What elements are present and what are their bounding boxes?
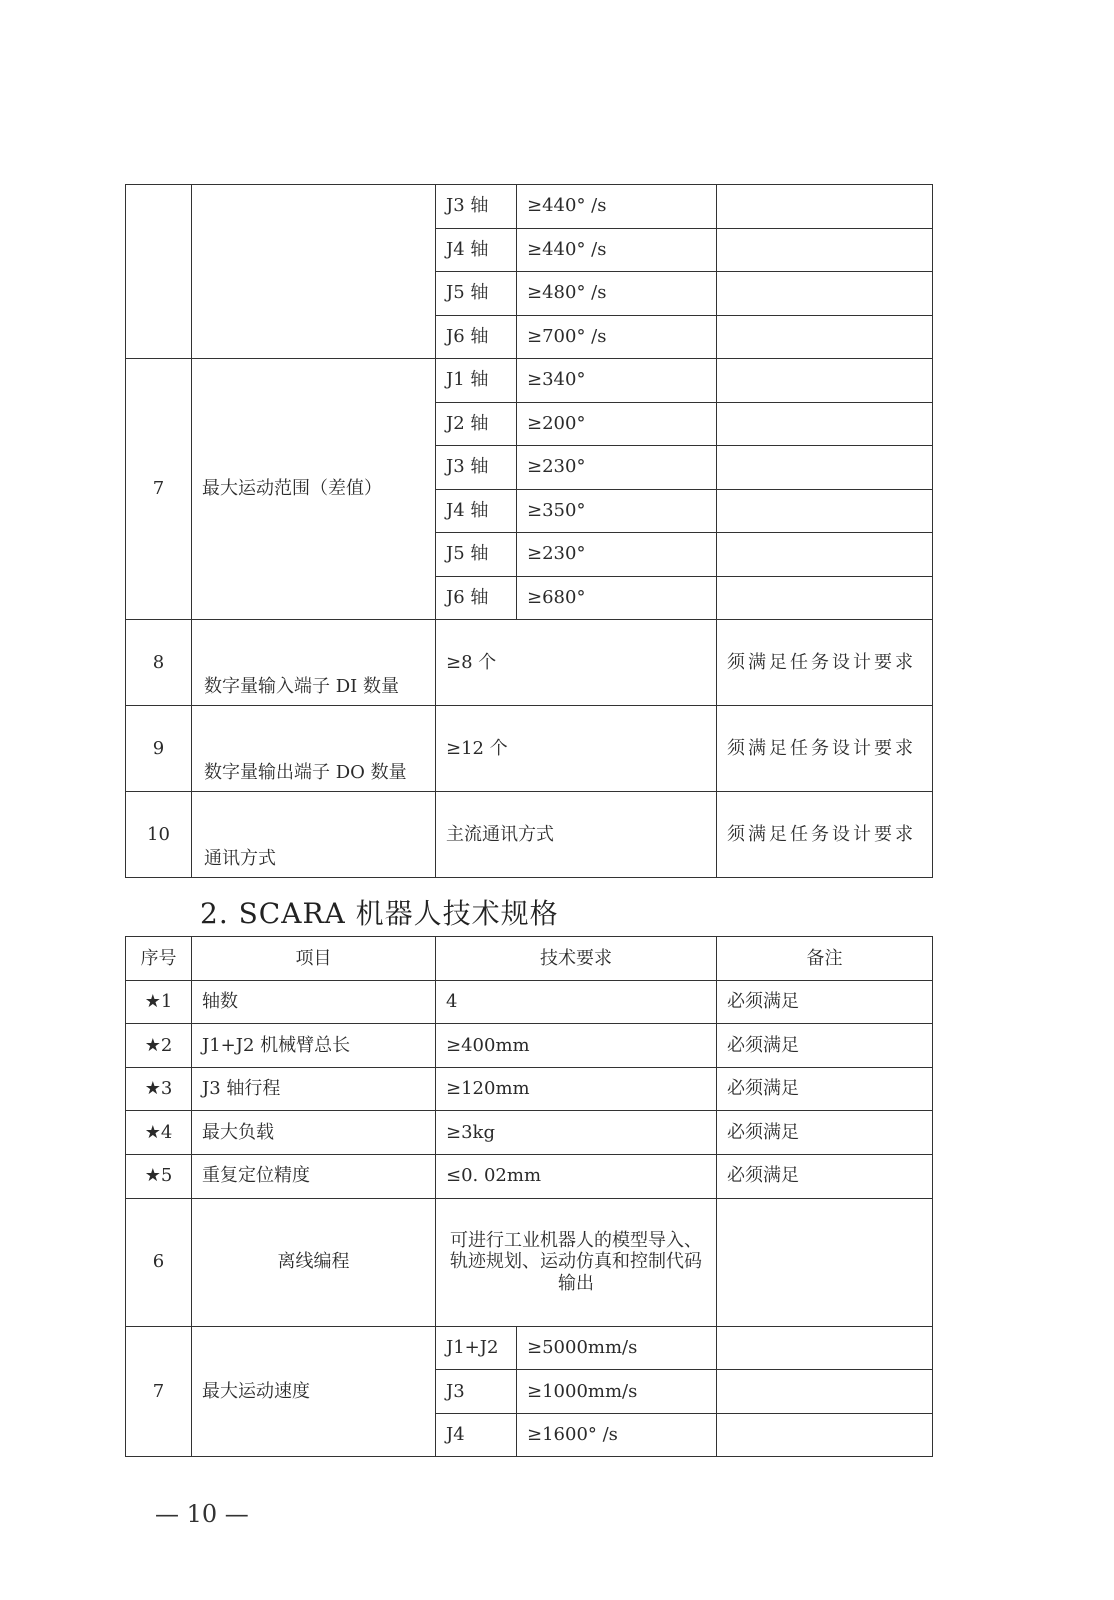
req-cell: ≥3kg: [436, 1111, 717, 1155]
req-cell: ≤0. 02mm: [436, 1154, 717, 1198]
header-req: 技术要求: [436, 937, 717, 981]
item-cell: J3 轴行程: [192, 1067, 436, 1111]
num-cell: ★1: [126, 980, 192, 1024]
remark-cell: 须满足任务设计要求: [717, 706, 933, 792]
num-cell: ★5: [126, 1154, 192, 1198]
table-row: [126, 1198, 933, 1326]
spec-table-continued: [125, 184, 933, 878]
value-cell: ≥480° /s: [517, 272, 717, 316]
item-cell: 最大运动速度: [192, 1326, 436, 1457]
num-cell: ★2: [126, 1024, 192, 1068]
remark-cell: [717, 533, 933, 577]
num-cell: ★4: [126, 1111, 192, 1155]
remark-cell: [717, 1326, 933, 1370]
remark-cell: [717, 576, 933, 620]
table-row: [126, 1067, 933, 1111]
req-cell: 可进行工业机器人的模型导入、轨迹规划、运动仿真和控制代码输出: [436, 1198, 717, 1326]
axis-cell: J1 轴: [436, 359, 517, 403]
num-cell: 6: [126, 1198, 192, 1326]
axis-cell: J3 轴: [436, 446, 517, 490]
req-cell: 4: [436, 980, 717, 1024]
axis-cell: J6 轴: [436, 315, 517, 359]
value-cell: ≥350°: [517, 489, 717, 533]
axis-cell: J4: [436, 1413, 517, 1457]
remark-cell: [717, 1370, 933, 1414]
section-title: 2. SCARA 机器人技术规格: [200, 897, 559, 930]
remark-cell: [717, 446, 933, 490]
remark-cell: 必须满足: [717, 1111, 933, 1155]
req-cell: ≥120mm: [436, 1067, 717, 1111]
value-cell: ≥440° /s: [517, 185, 717, 229]
remark-cell: 必须满足: [717, 1024, 933, 1068]
value-cell: ≥700° /s: [517, 315, 717, 359]
item-cell: J1+J2 机械臂总长: [192, 1024, 436, 1068]
table-row: [126, 980, 933, 1024]
item-label: 数字量输出端子 DO 数量: [204, 761, 407, 783]
remark-cell: 须满足任务设计要求: [717, 792, 933, 878]
num-cell: [126, 185, 192, 359]
table-row: [126, 1024, 933, 1068]
remark-cell: 须满足任务设计要求: [717, 620, 933, 706]
num-cell: 10: [126, 792, 192, 878]
remark-cell: 必须满足: [717, 1154, 933, 1198]
value-cell: ≥1600° /s: [517, 1413, 717, 1457]
axis-cell: J3: [436, 1370, 517, 1414]
value-cell: ≥440° /s: [517, 228, 717, 272]
header-item: 项目: [192, 937, 436, 981]
req-cell: ≥8 个: [436, 620, 717, 706]
remark-cell: 必须满足: [717, 1067, 933, 1111]
table-row: [126, 1154, 933, 1198]
req-cell: ≥12 个: [436, 706, 717, 792]
axis-cell: J1+J2: [436, 1326, 517, 1370]
item-label: 通讯方式: [204, 847, 276, 869]
remark-cell: 必须满足: [717, 980, 933, 1024]
item-label: 数字量输入端子 DI 数量: [204, 675, 399, 697]
table-header-row: [126, 937, 933, 981]
table-row: [126, 620, 933, 706]
num-cell: 8: [126, 620, 192, 706]
item-cell: 最大运动范围（差值）: [192, 359, 436, 620]
item-cell: 轴数: [192, 980, 436, 1024]
scara-spec-table: [125, 936, 933, 1457]
remark-cell: [717, 1198, 933, 1326]
axis-cell: J6 轴: [436, 576, 517, 620]
value-cell: ≥230°: [517, 533, 717, 577]
num-cell: 9: [126, 706, 192, 792]
header-num: 序号: [126, 937, 192, 981]
item-cell: [192, 185, 436, 359]
value-cell: ≥5000mm/s: [517, 1326, 717, 1370]
value-cell: ≥1000mm/s: [517, 1370, 717, 1414]
table-row: [126, 1326, 933, 1370]
remark-cell: [717, 185, 933, 229]
item-cell: 重复定位精度: [192, 1154, 436, 1198]
num-cell: 7: [126, 359, 192, 620]
page-number: — 10 —: [155, 1500, 249, 1528]
item-cell: [192, 792, 436, 878]
req-cell: ≥400mm: [436, 1024, 717, 1068]
remark-cell: [717, 272, 933, 316]
value-cell: ≥200°: [517, 402, 717, 446]
value-cell: ≥680°: [517, 576, 717, 620]
table-row: [126, 359, 933, 403]
table-row: [126, 185, 933, 229]
axis-cell: J5 轴: [436, 272, 517, 316]
remark-cell: [717, 1413, 933, 1457]
item-cell: [192, 706, 436, 792]
axis-cell: J4 轴: [436, 489, 517, 533]
value-cell: ≥340°: [517, 359, 717, 403]
axis-cell: J5 轴: [436, 533, 517, 577]
req-cell: 主流通讯方式: [436, 792, 717, 878]
header-remark: 备注: [717, 937, 933, 981]
remark-cell: [717, 402, 933, 446]
item-cell: [192, 620, 436, 706]
item-cell: 最大负载: [192, 1111, 436, 1155]
table-row: [126, 792, 933, 878]
axis-cell: J2 轴: [436, 402, 517, 446]
item-cell: 离线编程: [192, 1198, 436, 1326]
remark-cell: [717, 315, 933, 359]
axis-cell: J3 轴: [436, 185, 517, 229]
axis-cell: J4 轴: [436, 228, 517, 272]
remark-cell: [717, 359, 933, 403]
table-row: [126, 706, 933, 792]
num-cell: ★3: [126, 1067, 192, 1111]
remark-cell: [717, 228, 933, 272]
value-cell: ≥230°: [517, 446, 717, 490]
num-cell: 7: [126, 1326, 192, 1457]
table-row: [126, 1111, 933, 1155]
remark-cell: [717, 489, 933, 533]
